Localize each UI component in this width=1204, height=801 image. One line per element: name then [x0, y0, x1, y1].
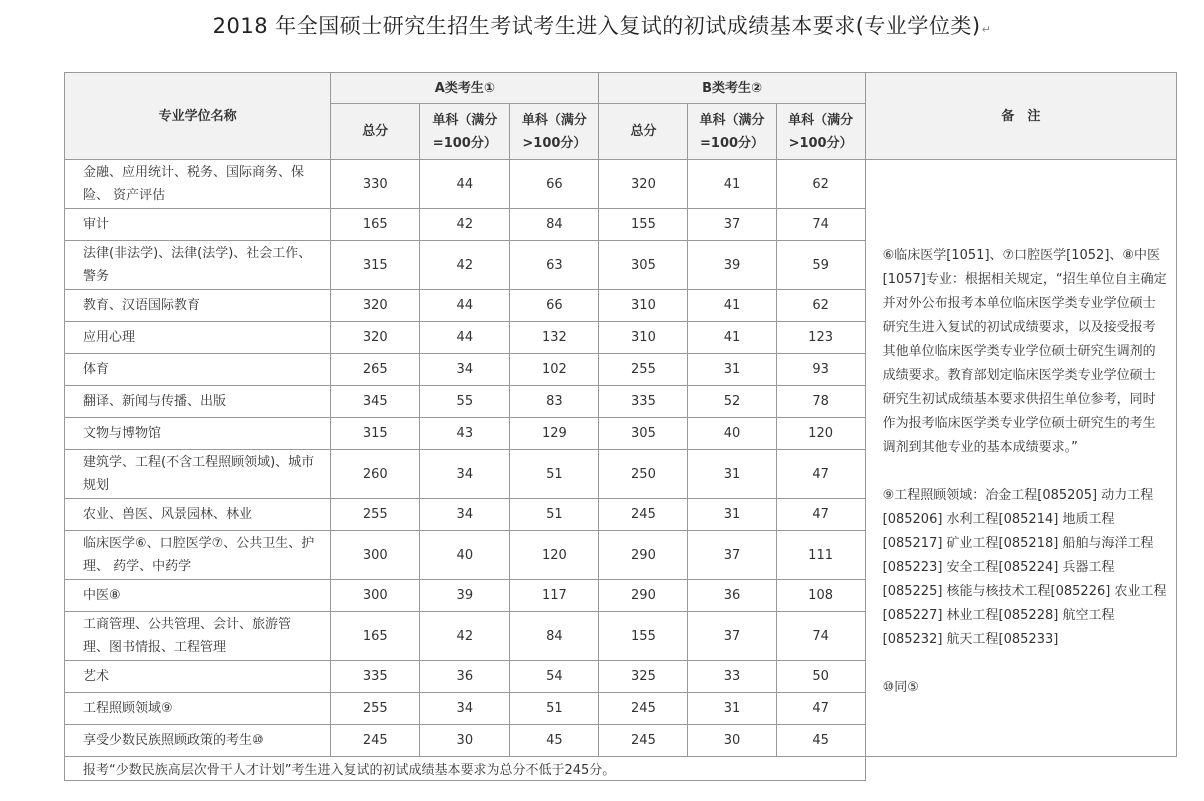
b-single-100: 31: [688, 693, 776, 725]
a-total: 165: [331, 209, 420, 241]
b-total: 245: [599, 725, 688, 757]
row-name: 享受少数民族照顾政策的考生⑩: [65, 725, 331, 757]
a-single-gt100: 51: [510, 693, 599, 725]
b-total: 245: [599, 693, 688, 725]
row-name: 应用心理: [65, 322, 331, 354]
a-single-100: 36: [420, 661, 510, 693]
title-text: 2018 年全国硕士研究生招生考试考生进入复试的初试成绩基本要求(专业学位类): [212, 14, 981, 38]
row-name: 金融、应用统计、税务、国际商务、保险、 资产评估: [65, 160, 331, 209]
b-total: 290: [599, 531, 688, 580]
a-single-100: 44: [420, 290, 510, 322]
b-total: 310: [599, 322, 688, 354]
header-b-single-gt100: 单科（满分>100分）: [776, 104, 865, 160]
a-single-100: 44: [420, 160, 510, 209]
a-single-100: 42: [420, 612, 510, 661]
score-table: [64, 72, 1177, 781]
a-single-gt100: 120: [510, 531, 599, 580]
table-row: [65, 160, 1177, 209]
b-total: 335: [599, 386, 688, 418]
row-name: 文物与博物馆: [65, 418, 331, 450]
a-single-100: 42: [420, 209, 510, 241]
header-group-b: B类考生②: [599, 73, 865, 104]
a-single-100: 34: [420, 354, 510, 386]
a-single-gt100: 84: [510, 209, 599, 241]
row-name: 农业、兽医、风景园林、林业: [65, 499, 331, 531]
footer-row: [65, 757, 1177, 781]
header-group-a: A类考生①: [331, 73, 599, 104]
a-single-gt100: 129: [510, 418, 599, 450]
row-name: 工程照顾领域⑨: [65, 693, 331, 725]
a-single-gt100: 63: [510, 241, 599, 290]
b-single-gt100: 62: [776, 290, 865, 322]
b-single-gt100: 78: [776, 386, 865, 418]
b-single-gt100: 50: [776, 661, 865, 693]
a-single-gt100: 45: [510, 725, 599, 757]
row-name: 审计: [65, 209, 331, 241]
a-single-100: 43: [420, 418, 510, 450]
a-single-gt100: 66: [510, 160, 599, 209]
a-single-gt100: 83: [510, 386, 599, 418]
b-single-100: 39: [688, 241, 776, 290]
b-single-100: 41: [688, 290, 776, 322]
b-single-100: 31: [688, 450, 776, 499]
b-single-100: 37: [688, 209, 776, 241]
row-name: 建筑学、工程(不含工程照顾领域)、城市规划: [65, 450, 331, 499]
b-total: 305: [599, 418, 688, 450]
row-name: 体育: [65, 354, 331, 386]
a-single-gt100: 66: [510, 290, 599, 322]
a-single-100: 34: [420, 693, 510, 725]
row-name: 教育、汉语国际教育: [65, 290, 331, 322]
b-single-100: 31: [688, 354, 776, 386]
remark-note-2: ⑨工程照顾领域：冶金工程[085205] 动力工程[085206] 水利工程[085214] 地质工程[085217] 矿业工程[085218] 船舶与海洋工程[085223] 安全工程[085224] 兵器工程[085225] 核能与核技术工程[085226] 农业工程[085227] 林业工程[085228] 航空工程[085232] 航天工程[085233]: [882, 488, 1167, 647]
header-a-total: 总分: [331, 104, 420, 160]
a-total: 320: [331, 322, 420, 354]
b-single-100: 37: [688, 612, 776, 661]
row-name: 翻译、新闻与传播、出版: [65, 386, 331, 418]
a-total: 300: [331, 580, 420, 612]
a-single-gt100: 117: [510, 580, 599, 612]
footer-note: 报考“少数民族高层次骨干人才计划”考生进入复试的初试成绩基本要求为总分不低于245分。: [65, 757, 866, 781]
a-total: 265: [331, 354, 420, 386]
b-total: 320: [599, 160, 688, 209]
a-total: 255: [331, 693, 420, 725]
a-total: 320: [331, 290, 420, 322]
b-single-gt100: 59: [776, 241, 865, 290]
a-single-100: 34: [420, 499, 510, 531]
row-name: 法律(非法学)、法律(法学)、社会工作、警务: [65, 241, 331, 290]
b-single-gt100: 47: [776, 450, 865, 499]
b-single-100: 40: [688, 418, 776, 450]
b-single-gt100: 45: [776, 725, 865, 757]
b-single-gt100: 123: [776, 322, 865, 354]
a-single-100: 39: [420, 580, 510, 612]
page-title: [0, 10, 1204, 40]
b-single-100: 52: [688, 386, 776, 418]
a-single-100: 30: [420, 725, 510, 757]
a-single-100: 40: [420, 531, 510, 580]
header-name: 专业学位名称: [65, 73, 331, 160]
a-total: 245: [331, 725, 420, 757]
b-single-100: 33: [688, 661, 776, 693]
header-a-single-100: 单科（满分=100分）: [420, 104, 510, 160]
a-single-100: 44: [420, 322, 510, 354]
header-b-single-100: 单科（满分=100分）: [688, 104, 776, 160]
return-mark-icon: ↵: [981, 23, 992, 36]
b-single-gt100: 47: [776, 499, 865, 531]
a-single-100: 42: [420, 241, 510, 290]
b-single-gt100: 93: [776, 354, 865, 386]
a-single-gt100: 84: [510, 612, 599, 661]
b-single-100: 41: [688, 322, 776, 354]
b-single-gt100: 62: [776, 160, 865, 209]
row-name: 临床医学⑥、口腔医学⑦、公共卫生、护理、 药学、中药学: [65, 531, 331, 580]
b-single-gt100: 74: [776, 209, 865, 241]
b-total: 245: [599, 499, 688, 531]
a-single-100: 34: [420, 450, 510, 499]
b-total: 255: [599, 354, 688, 386]
a-total: 300: [331, 531, 420, 580]
a-single-gt100: 54: [510, 661, 599, 693]
a-total: 255: [331, 499, 420, 531]
a-total: 345: [331, 386, 420, 418]
b-total: 305: [599, 241, 688, 290]
row-name: 中医⑧: [65, 580, 331, 612]
remark-note-1: ⑥临床医学[1051]、⑦口腔医学[1052]、⑧中医[1057]专业：根据相关规定，“招生单位自主确定并对外公布报考本单位临床医学类专业学位硕士研究生进入复试的初试成绩要求，以及接受报考其他单位临床医学类专业学位硕士研究生调剂的成绩要求。教育部划定临床医学类专业学位硕士研究生初试成绩基本要求供招生单位参考，同时作为报考临床医学类专业学位硕士研究生的考生调剂到其他专业的基本成绩要求。”: [882, 248, 1167, 455]
a-total: 260: [331, 450, 420, 499]
b-single-gt100: 108: [776, 580, 865, 612]
b-single-100: 36: [688, 580, 776, 612]
b-single-gt100: 120: [776, 418, 865, 450]
b-total: 155: [599, 612, 688, 661]
b-total: 325: [599, 661, 688, 693]
header-a-single-gt100: 单科（满分>100分）: [510, 104, 599, 160]
a-total: 315: [331, 418, 420, 450]
b-single-100: 30: [688, 725, 776, 757]
b-single-100: 31: [688, 499, 776, 531]
a-single-gt100: 51: [510, 450, 599, 499]
header-remarks: 备 注: [865, 73, 1176, 160]
a-single-gt100: 132: [510, 322, 599, 354]
b-total: 290: [599, 580, 688, 612]
header-row-1: [65, 73, 1177, 104]
b-single-100: 37: [688, 531, 776, 580]
b-single-gt100: 47: [776, 693, 865, 725]
b-total: 250: [599, 450, 688, 499]
b-total: 155: [599, 209, 688, 241]
b-single-gt100: 111: [776, 531, 865, 580]
a-total: 335: [331, 661, 420, 693]
a-total: 165: [331, 612, 420, 661]
remark-note-3: ⑩同⑤: [882, 680, 919, 695]
b-single-gt100: 74: [776, 612, 865, 661]
header-b-total: 总分: [599, 104, 688, 160]
remarks-cell: [865, 160, 1176, 757]
a-single-100: 55: [420, 386, 510, 418]
a-single-gt100: 102: [510, 354, 599, 386]
row-name: 艺术: [65, 661, 331, 693]
a-total: 315: [331, 241, 420, 290]
a-single-gt100: 51: [510, 499, 599, 531]
b-single-100: 41: [688, 160, 776, 209]
b-total: 310: [599, 290, 688, 322]
row-name: 工商管理、公共管理、会计、旅游管理、图书情报、工程管理: [65, 612, 331, 661]
a-total: 330: [331, 160, 420, 209]
